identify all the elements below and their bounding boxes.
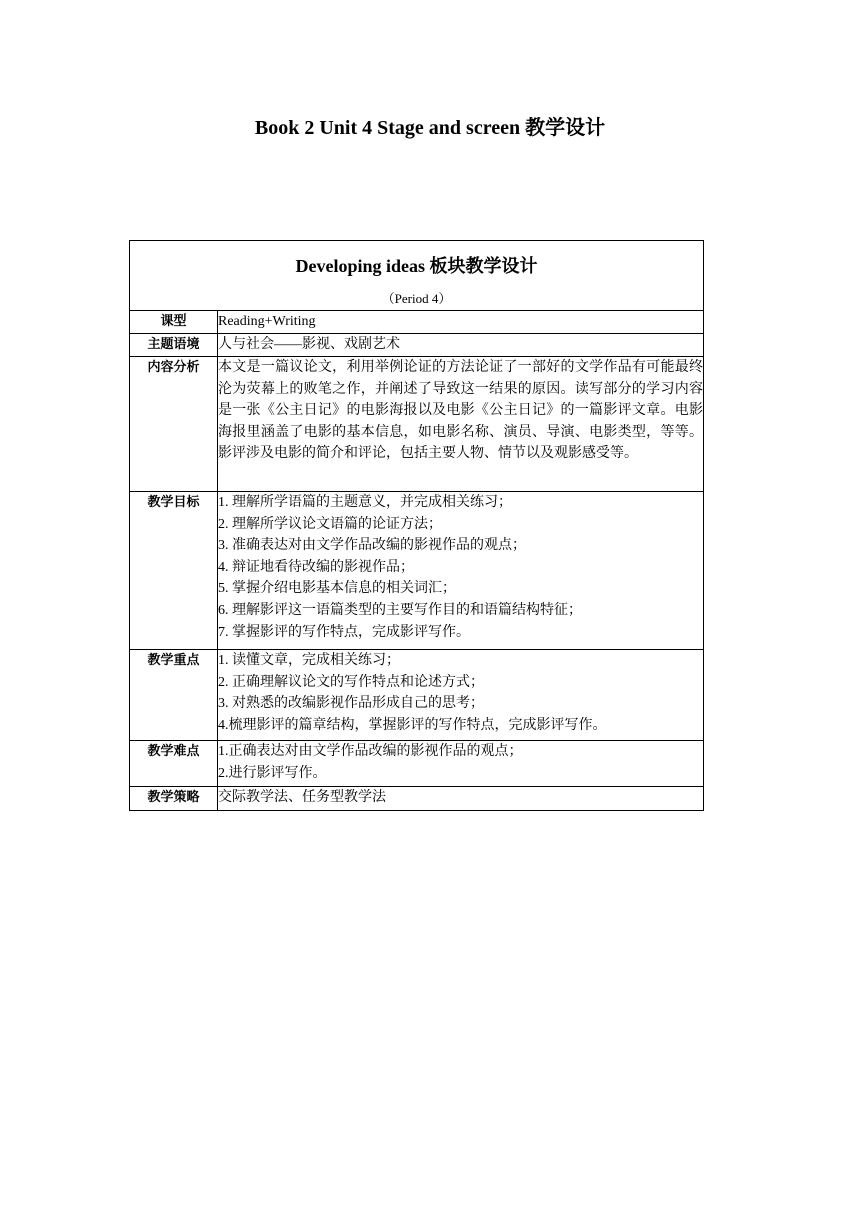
list-item: 1.正确表达对由文学作品改编的影视作品的观点； <box>218 744 523 759</box>
objectives-list <box>218 492 704 650</box>
list-item: 5. 掌握介绍电影基本信息的相关词汇； <box>218 581 456 597</box>
document-title: Book 2 Unit 4 Stage and screen 教学设计 <box>254 117 606 139</box>
period-label: （Period 4） <box>381 291 452 306</box>
row-value-lesson-type: Reading+Writing <box>218 311 704 334</box>
lesson-plan-table <box>129 240 704 811</box>
list-item: 6. 理解影评这一语篇类型的主要写作目的和语篇结构特征； <box>218 602 582 618</box>
row-label-content-analysis: 内容分析 <box>130 357 218 492</box>
table-header-cell <box>130 241 704 311</box>
section-title: Developing ideas 板块教学设计 <box>295 256 538 276</box>
row-label-key-points: 教学重点 <box>130 650 218 741</box>
row-value-theme-context: 人与社会——影视、戏剧艺术 <box>218 334 704 357</box>
list-item: 4. 辩证地看待改编的影视作品； <box>218 559 414 575</box>
row-label-difficulties: 教学难点 <box>130 741 218 787</box>
row-label-strategies: 教学策略 <box>130 787 218 811</box>
row-value-content-analysis: 本文是一篇议论文，利用举例论证的方法论证了一部好的文学作品有可能最终沦为荧幕上的败笔之作，并阐述了导致这一结果的原因。读写部分的学习内容是一张《公主日记》的电影海报以及电影《公主日记》的一篇影评文章。电影海报里涵盖了电影的基本信息，如电影名称、演员、导演、电影类型，等等。影评涉及电影的简介和评论，包括主要人物、情节以及观影感受等。 <box>218 357 704 492</box>
table-row-difficulties <box>130 741 704 787</box>
list-item: 4.梳理影评的篇章结构，掌握影评的写作特点，完成影评写作。 <box>218 717 607 733</box>
table-row-key-points <box>130 650 704 741</box>
difficulties-list <box>218 741 704 787</box>
list-item: 7. 掌握影评的写作特点，完成影评写作。 <box>218 624 470 640</box>
key-points-list <box>218 650 704 741</box>
table-row-strategies <box>130 787 704 811</box>
table-row-content-analysis <box>130 357 704 492</box>
table-row-theme-context <box>130 334 704 357</box>
list-item: 1. 理解所学语篇的主题意义，并完成相关练习； <box>218 495 512 510</box>
list-item: 1. 读懂文章，完成相关练习； <box>218 653 400 668</box>
list-item: 2. 理解所学议论文语篇的论证方法； <box>218 516 442 532</box>
list-item: 3. 准确表达对由文学作品改编的影视作品的观点； <box>218 538 526 554</box>
list-item: 2. 正确理解议论文的写作特点和论述方式； <box>218 674 484 690</box>
row-label-objectives: 教学目标 <box>130 492 218 650</box>
row-value-strategies: 交际教学法、任务型教学法 <box>218 787 704 811</box>
row-label-lesson-type: 课型 <box>130 311 218 334</box>
table-row-objectives <box>130 492 704 650</box>
table-row-lesson-type <box>130 311 704 334</box>
row-label-theme-context: 主题语境 <box>130 334 218 357</box>
list-item: 2.进行影评写作。 <box>218 765 327 781</box>
list-item: 3. 对熟悉的改编影视作品形成自己的思考； <box>218 696 484 712</box>
table-header-row <box>130 241 704 311</box>
